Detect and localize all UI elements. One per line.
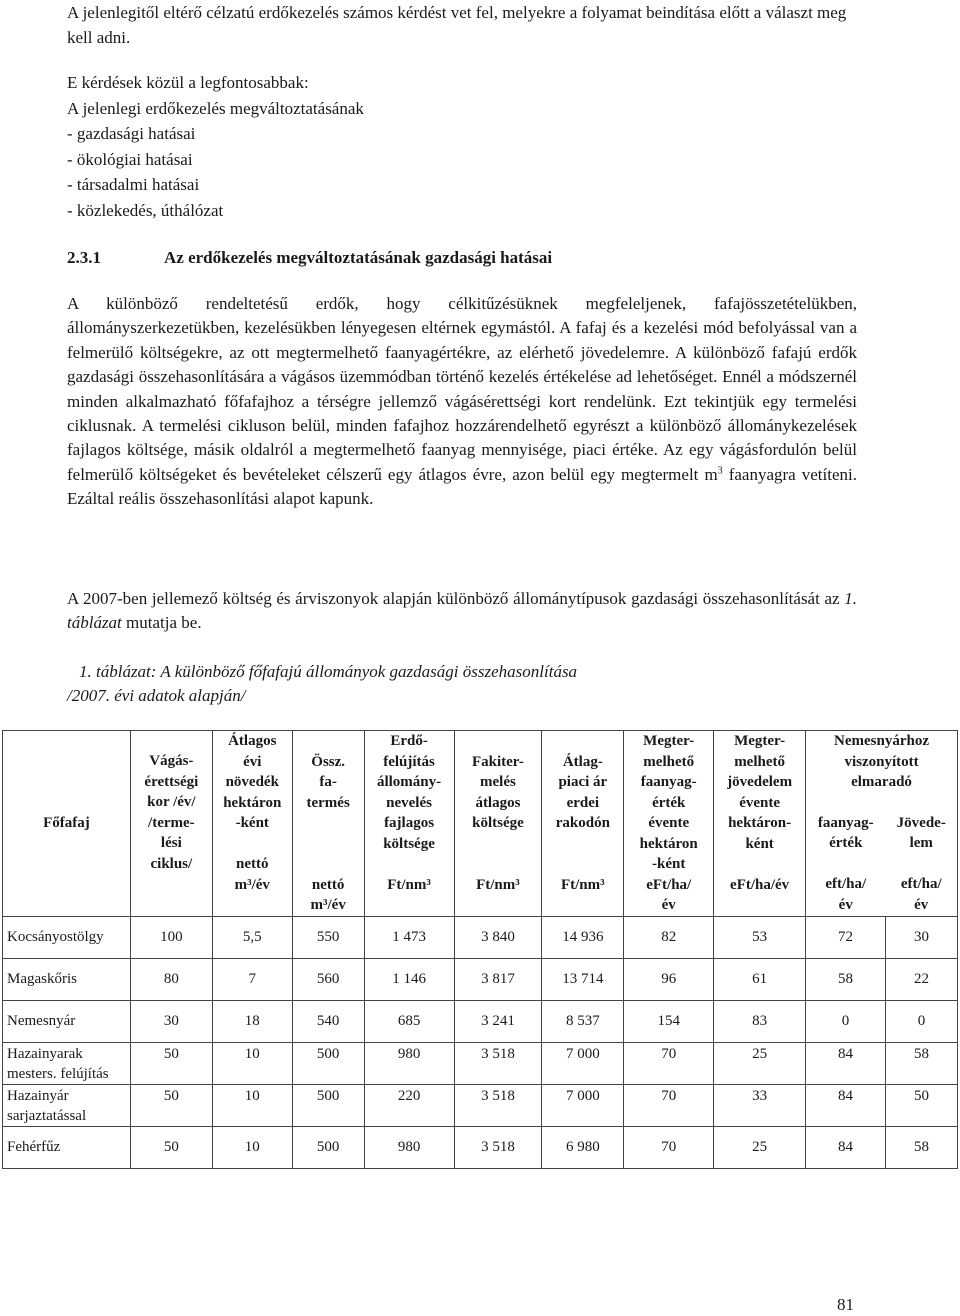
header-fofafaj [3,731,131,917]
header-line: melhető [734,753,786,770]
table-cell: 500 [292,1042,364,1084]
header-vagas [130,731,212,917]
header-line: nettó [236,856,269,872]
header-line: érték [829,835,863,852]
table-cell: 100 [130,916,212,958]
table-cell: 3 817 [454,958,542,1000]
header-line: erdei [566,794,600,811]
body-paragraph-1 [67,292,857,512]
header-ossz [292,731,364,917]
table-cell: 560 [292,958,364,1000]
row-name-line: Nemesnyár [7,1013,76,1029]
header-line: hektáron [639,835,698,852]
table-cell: 84 [806,1084,886,1126]
table-row [3,916,958,958]
table-cell: 25 [714,1042,806,1084]
table-cell: 30 [885,916,957,958]
header-line: kor /év/ [147,794,196,810]
table-cell: 500 [292,1126,364,1168]
header-line: Jövede- [896,814,946,831]
question-item: - társadalmi hatásai [67,175,200,195]
table-cell: 5,5 [212,916,292,958]
section-heading [67,245,552,270]
header-line [458,731,539,752]
header-line: fajlagos [384,815,435,831]
header-line: -ként [235,815,269,831]
header-line: faanyag- [817,814,874,831]
header-megtermelheto-jov [714,731,806,917]
header-jovedelem [885,793,957,916]
header-megtermelheto-ertek [624,731,714,917]
table-cell: 25 [714,1126,806,1168]
table-cell: 550 [292,916,364,958]
header-line [545,731,620,752]
header-line: Átlagos [228,733,277,749]
table-cell: 84 [806,1042,886,1084]
table-cell: 80 [130,958,212,1000]
row-name-line: Fehérfűz [7,1139,61,1155]
header-line: átlagos [475,794,521,811]
table-cell: 7 [212,958,292,1000]
body-text-2a: A 2007-ben jellemező költség és árviszonyok alapján különböző állománytípusok gazdasági összehasonlítását az [67,589,845,608]
table-cell: 58 [885,1042,957,1084]
header-line: -ként [652,856,686,872]
header-line: eft/ha/ [900,876,942,893]
header-line: eFt/ha/év [730,876,790,893]
header-line: piaci ár [558,774,608,790]
table-cell: 13 714 [542,958,624,1000]
table-row [3,1126,958,1168]
table-cell: 14 936 [542,916,624,958]
header-line: évente [648,815,690,831]
row-name [3,916,131,958]
table-cell: 50 [130,1084,212,1126]
header-line: lési [160,835,182,851]
row-name [3,1084,131,1126]
body-text-1 [67,292,857,512]
header-line: költsége [383,835,435,852]
header-line [888,854,954,875]
table-cell: 10 [212,1042,292,1084]
header-fofafaj-label: Főfafaj [43,815,90,831]
header-line: Átlag- [562,753,603,770]
header-atlagpiaci [542,731,624,917]
header-line: /terme- [148,814,195,831]
table-cell: 50 [885,1084,957,1126]
body-paragraph-2 [67,587,857,636]
header-line: Fakiter- [471,753,524,770]
header-line: nevelés [386,794,432,811]
row-name-line: Magaskőris [7,971,77,987]
header-line: lem [909,835,933,852]
table-cell: 0 [806,1000,886,1042]
table-cell: 3 241 [454,1000,542,1042]
header-line: érték [652,794,686,811]
row-name-line: Kocsányostölgy [7,929,104,945]
header-faanyag [806,793,886,916]
header-line [296,854,361,875]
table-cell: 1 146 [364,958,454,1000]
table-cell: 70 [624,1042,714,1084]
section-number: 2.3.1 [67,248,101,267]
header-erdo [364,731,454,917]
header-line [717,854,802,875]
table-cell: 3 518 [454,1042,542,1084]
header-line [458,854,539,875]
row-name [3,1126,131,1168]
caption-line1: 1. táblázat: A különböző főfafajú állományok gazdasági összehasonlítása [79,662,578,681]
table-reference: 1. táblázat [67,589,857,633]
table-cell: 53 [714,916,806,958]
header-line [296,813,361,834]
header-nemesnyar [806,731,958,793]
header-line: Megter- [643,733,695,749]
table-cell: 70 [624,1126,714,1168]
header-line: ciklus/ [150,855,193,872]
header-line: Ft/nm³ [387,876,431,893]
table-cell: 7 000 [542,1084,624,1126]
table-body [3,916,958,1168]
row-name-line: mesters. felújítás [7,1065,109,1082]
header-line [368,854,451,875]
table-cell: 50 [130,1042,212,1084]
comparison-table [2,730,958,1169]
table-cell: 82 [624,916,714,958]
header-line: eft/ha/ [825,876,867,893]
header-line: m³/év [310,897,346,913]
table-cell: 500 [292,1084,364,1126]
header-line: Ft/nm³ [560,876,605,893]
table-row [3,1000,958,1042]
header-line: m³/év [234,876,270,893]
header-line: év [914,896,929,913]
header-line: eFt/ha/ [646,876,692,893]
header-line [296,834,361,855]
header-line: melhető [643,753,695,770]
table-cell: 22 [885,958,957,1000]
body-text-1b: faanyagra vetíteni. Ezáltal reális összehasonlítási alapot kapunk. [67,464,857,509]
header-line: melés [480,774,516,790]
header-line: évi [243,753,262,770]
header-line [809,854,882,875]
row-name [3,958,131,1000]
body-text-2b: mutatja be. [121,613,202,633]
header-line: Erdő- [390,733,428,749]
body-text-1a: A különböző rendeltetésű erdők, hogy célkitűzésüknek megfeleljenek, fafajösszetételükben, állományszerkezetükben, kezelésükben lényegesen eltérnek egymástól. A fafaj és a kezelési mód befolyással van a felmerülő költségekre, az ott megtermelhető faanyagértékre, az elérhető jövedelemre. A különböző fafajú erdők gazdasági összehasonlítására a vágásos üzemmódban történő kezelés értékelése ad lehetőséget. Ennél a módszernél minden alkalmazható főfafajhoz a térségre jellemző vágásérettségi kort rendelünk. Ezt tekintjük egy termelési ciklusnak. A termelési cikluson belül, minden fafajhoz hozzárendelhető egyrészt a különböző állománykezelések fajlagos költsége, másik oldalról a megtermelhető faanyag mennyisége, piaci értéke. Az egy vágásfordulón belül felmerülő költségeket és bevételeket célszerű egy átlagos évre, azon belül egy megtermelt m [67,294,857,484]
table-cell: 50 [130,1126,212,1168]
table-caption [67,660,667,709]
table-cell: 33 [714,1084,806,1126]
row-name-line: sarjaztatással [7,1107,87,1124]
row-name-line: Hazainyár [7,1087,69,1104]
table-cell: 58 [885,1126,957,1168]
header-line [458,834,539,855]
table-cell: 61 [714,958,806,1000]
header-line: érettségi [144,773,199,790]
table-cell: 3 840 [454,916,542,958]
table-cell: 6 980 [542,1126,624,1168]
questions-line1: A jelenlegi erdőkezelés megváltoztatásának [67,98,364,118]
questions-title: E kérdések közül a legfontosabbak: [67,73,309,92]
intro-paragraph [67,0,867,50]
header-line: Nemesnyárhoz [834,733,930,749]
body-text-2 [67,587,857,636]
header-line: fa- [319,774,337,790]
table-cell: 540 [292,1000,364,1042]
header-line [545,834,620,855]
question-item: - ökológiai hatásai [67,149,193,169]
section-title: Az erdőkezelés megváltoztatásának gazdasági hatásai [164,248,553,267]
table-row [3,958,958,1000]
header-line: rakodón [555,815,610,831]
header-row-1 [3,731,958,793]
table-cell: 3 518 [454,1084,542,1126]
table-cell: 18 [212,1000,292,1042]
table-cell: 96 [624,958,714,1000]
row-name [3,1042,131,1084]
table-cell: 70 [624,1084,714,1126]
header-line: növedék [225,774,279,790]
table-cell: 3 518 [454,1126,542,1168]
row-name [3,1000,131,1042]
table-cell: 7 000 [542,1042,624,1084]
header-line [545,854,620,875]
header-line: viszonyított [844,753,919,770]
questions-list [67,70,364,224]
header-line: nettó [311,876,345,893]
table-cell: 685 [364,1000,454,1042]
header-line: faanyag- [640,774,697,790]
header-line: ként [745,835,774,852]
table-cell: 1 473 [364,916,454,958]
header-line: Megter- [734,733,786,749]
table-row [3,1084,958,1126]
header-line: elmaradó [851,774,912,790]
table-cell: 10 [212,1126,292,1168]
table-cell: 8 537 [542,1000,624,1042]
table-cell: 30 [130,1000,212,1042]
header-line [296,731,361,752]
table-cell: 10 [212,1084,292,1126]
row-name-line: Hazainyarak [7,1045,83,1062]
caption-line2: /2007. évi adatok alapján/ [67,686,246,706]
table-cell: 83 [714,1000,806,1042]
table-cell: 84 [806,1126,886,1168]
header-line: Vágás- [149,753,194,769]
header-line [216,834,289,855]
table-cell: 220 [364,1084,454,1126]
superscript-3: 3 [717,465,723,477]
header-atlagos [212,731,292,917]
question-item: - gazdasági hatásai [67,124,196,144]
header-line: felújítás [383,753,435,770]
table-cell: 0 [885,1000,957,1042]
header-line: költsége [472,815,524,831]
header-line: hektáron [223,794,282,811]
header-line: évente [739,794,781,811]
header-line: Össz. [311,753,346,770]
header-line: állomány- [376,774,442,790]
header-line: jövedelem [727,774,793,790]
table-cell: 154 [624,1000,714,1042]
intro-text: A jelenlegitől eltérő célzatú erdőkezelés számos kérdést vet fel, melyekre a folyamat beindítása előtt a választ meg kell adni. [67,3,847,47]
header-line: év [661,897,676,913]
header-line: termés [306,794,350,811]
page-number: 81 [837,1295,854,1314]
table-cell: 980 [364,1042,454,1084]
table-cell: 58 [806,958,886,1000]
table-cell: 72 [806,916,886,958]
table-cell: 980 [364,1126,454,1168]
header-line: Ft/nm³ [476,876,520,893]
header-line: hektáron- [728,815,792,831]
table-row [3,1042,958,1084]
header-line: év [838,896,853,913]
header-fakit [454,731,542,917]
question-item: - közlekedés, úthálózat [67,200,224,220]
